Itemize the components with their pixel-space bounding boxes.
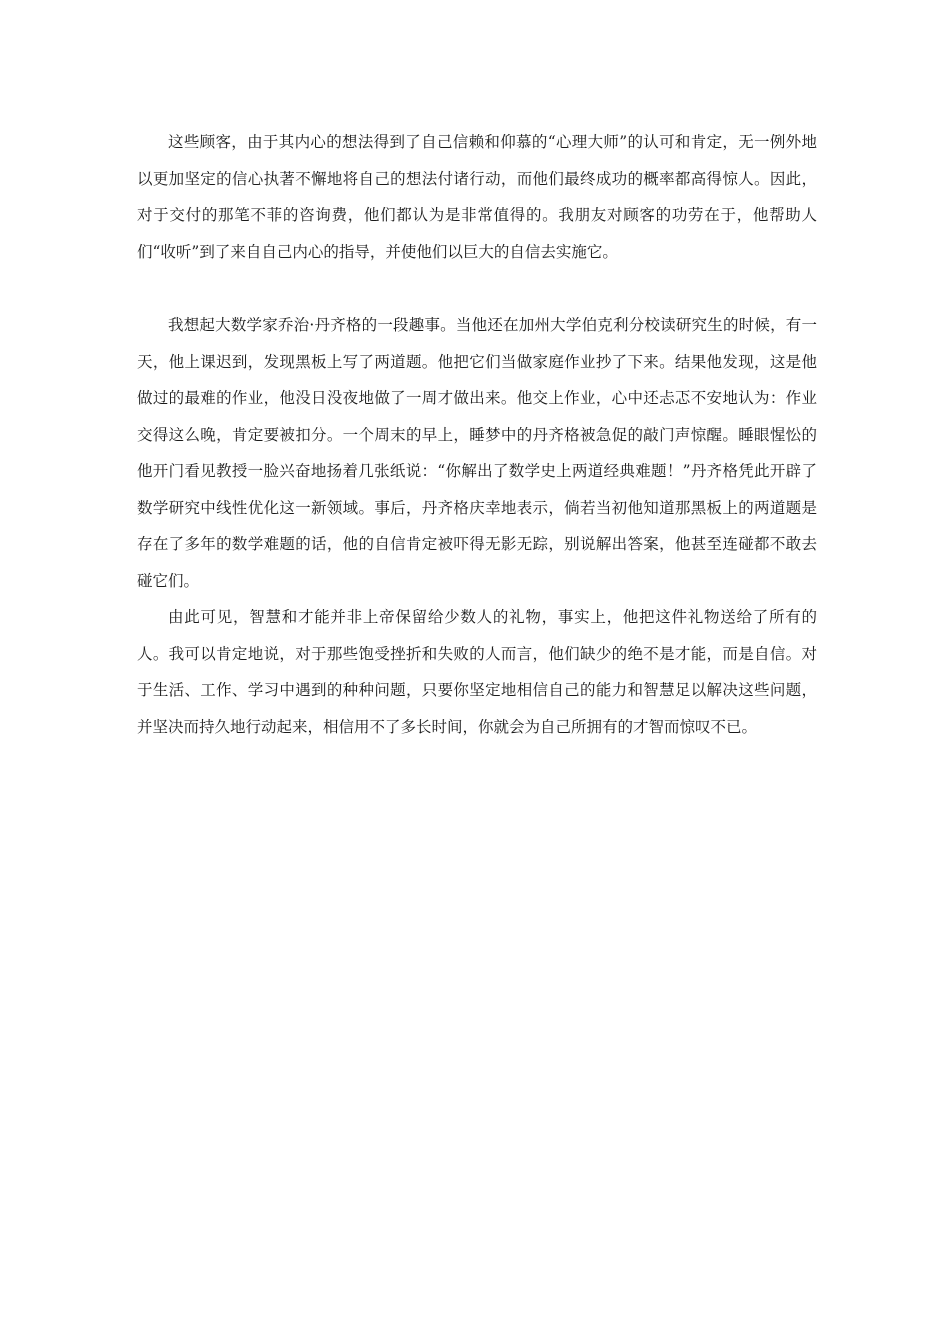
paragraph-consultation: 这些顾客，由于其内心的想法得到了自己信赖和仰慕的“心理大师”的认可和肯定，无一例外地以更加坚定的信心执著不懈地将自己的想法付诸行动，而他们最终成功的概率都高得惊人。因此，对于交付的那笔不菲的咨询费，他们都认为是非常值得的。我朋友对顾客的功劳在于，他帮助人们“收听”到了来自自己内心的指导，并使他们以巨大的自信去实施它。: [137, 133, 817, 261]
paragraph-conclusion: 由此可见，智慧和才能并非上帝保留给少数人的礼物，事实上，他把这件礼物送给了所有的人。我可以肯定地说，对于那些饱受挫折和失败的人而言，他们缺少的绝不是才能，而是自信。对于生活、工作、学习中遇到的种种问题，只要你坚定地相信自己的能力和智慧足以解决这些问题，并坚决而持久地行动起来，相信用不了多长时间，你就会为自己所拥有的才智而惊叹不已。: [137, 608, 817, 736]
paragraph-dantzig-story: 我想起大数学家乔治·丹齐格的一段趣事。当他还在加州大学伯克利分校读研究生的时候，有一天，他上课迟到，发现黑板上写了两道题。他把它们当做家庭作业抄了下来。结果他发现，这是他做过的最难的作业，他没日没夜地做了一周才做出来。他交上作业，心中还忐忑不安地认为：作业交得这么晚，肯定要被扣分。一个周末的早上，睡梦中的丹齐格被急促的敲门声惊醒。睡眼惺忪的他开门看见教授一脸兴奋地扬着几张纸说：“你解出了数学史上两道经典难题！”丹齐格凭此开辟了数学研究中线性优化这一新领域。事后，丹齐格庆幸地表示，倘若当初他知道那黑板上的两道题是存在了多年的数学难题的话，他的自信肯定被吓得无影无踪，别说解出答案，他甚至连碰都不敢去碰它们。: [137, 316, 817, 590]
document-body: [137, 124, 817, 745]
paragraph-spacer: [137, 270, 817, 307]
